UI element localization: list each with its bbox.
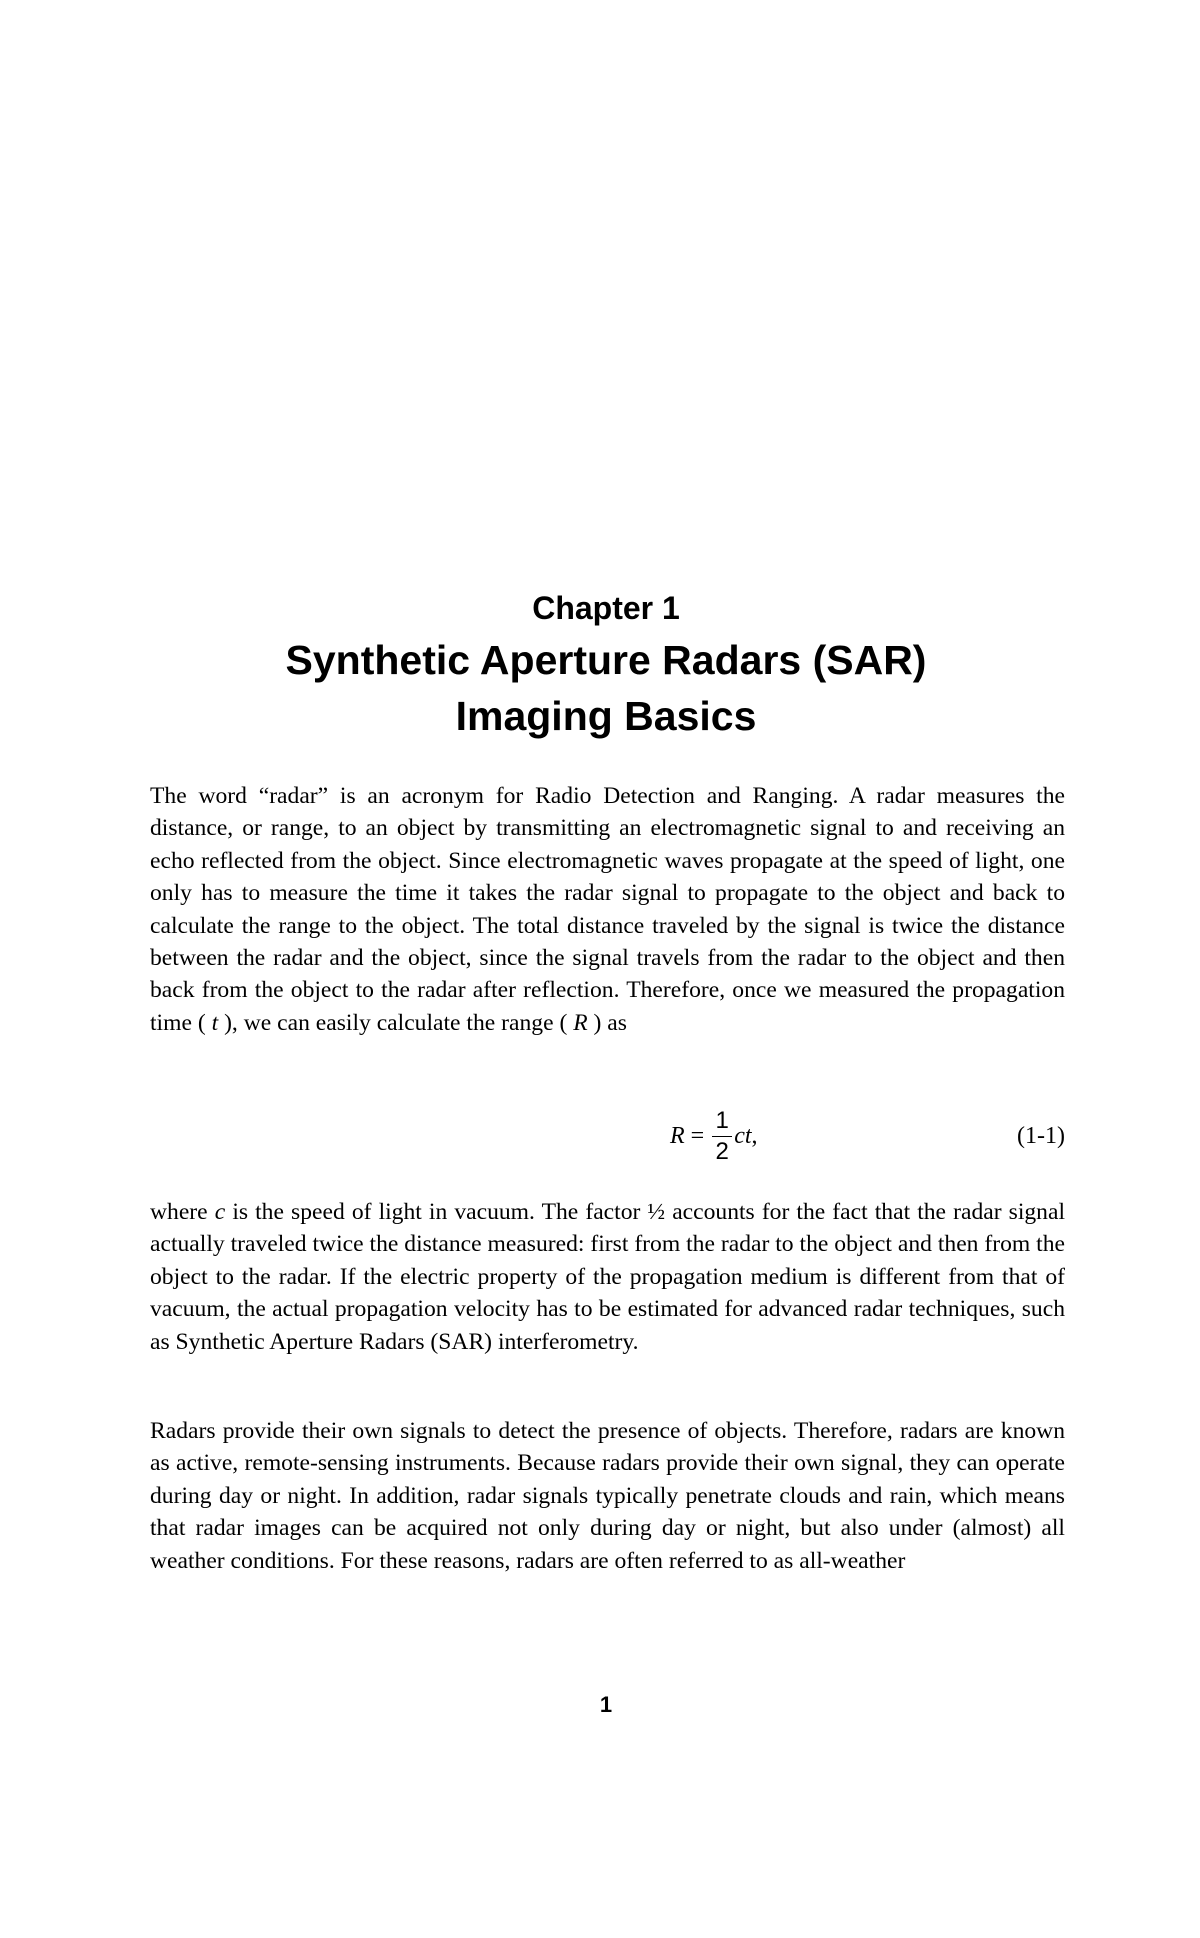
chapter-label: Chapter 1 [532, 590, 680, 626]
equation-number: (1-1) [1017, 1122, 1065, 1149]
equation-body [670, 1098, 758, 1174]
paragraph-radar-definition [150, 780, 1065, 1039]
math-variable-c: c [214, 1199, 226, 1225]
paragraph-text: where [150, 1199, 208, 1225]
paragraph-text: is the speed of light in vacuum. The factor ½ accounts for the fact that the radar signal actually traveled twice the distance measured: first from the radar to the object and then from the object to the radar. If the electric property of the propagation medium is different from that of vacuum, the actual propagation velocity has to be estimated for advanced radar techniques, such as Synthetic Aperture Radars (SAR) interferometry. [150, 1199, 1066, 1355]
equation-equals-sign: = [690, 1122, 705, 1149]
paragraph-speed-of-light [150, 1196, 1065, 1358]
paragraph-text: ), we can easily calculate the range ( [224, 1009, 568, 1036]
chapter-title-line-2: Imaging Basics [455, 693, 757, 739]
equation-fraction [712, 1107, 732, 1166]
page-number: 1 [599, 1692, 613, 1717]
fraction-denominator: 2 [715, 1137, 729, 1165]
fraction-numerator: 1 [715, 1106, 729, 1134]
math-variable-R: R [573, 1009, 588, 1036]
math-variable-t: t [211, 1009, 219, 1036]
paragraph-active-sensing: Radars provide their own signals to detect the presence of objects. Therefore, radars are known as active, remote-sensing instruments. Because radars provide their own signal, they can operate during day or night. In addition, radar signals typically penetrate clouds and rain, which means that radar images can be acquired not only during day or night, but also under (almost) all weather conditions. For these reasons, radars are often referred to as all-weather [150, 1418, 1065, 1574]
chapter-title [0, 632, 1200, 744]
equation-rhs: ct [734, 1122, 752, 1149]
equation-1-1 [150, 1098, 1065, 1174]
equation-trailing-comma: , [751, 1122, 758, 1149]
chapter-title-line-1: Synthetic Aperture Radars (SAR) [285, 637, 927, 683]
equation-lhs: R [670, 1122, 685, 1149]
fraction-bar [712, 1136, 732, 1137]
paragraph-text: The word “radar” is an acronym for Radio Detection and Ranging. A radar measures the distance, or range, to an object by transmitting an electromagnetic signal to and receiving an echo reflected from the object. Since electromagnetic waves propagate at the speed of light, one only has to measure the time it takes the radar signal to propagate to the object and back to calculate the range to the object. The total distance traveled by the signal is twice the distance between the radar and the object, since the signal travels from the radar to the object and then back from the object to the radar after reflection. Therefore, once we measured the propagation time ( [150, 783, 1065, 1036]
paragraph-text: ) as [593, 1009, 627, 1036]
